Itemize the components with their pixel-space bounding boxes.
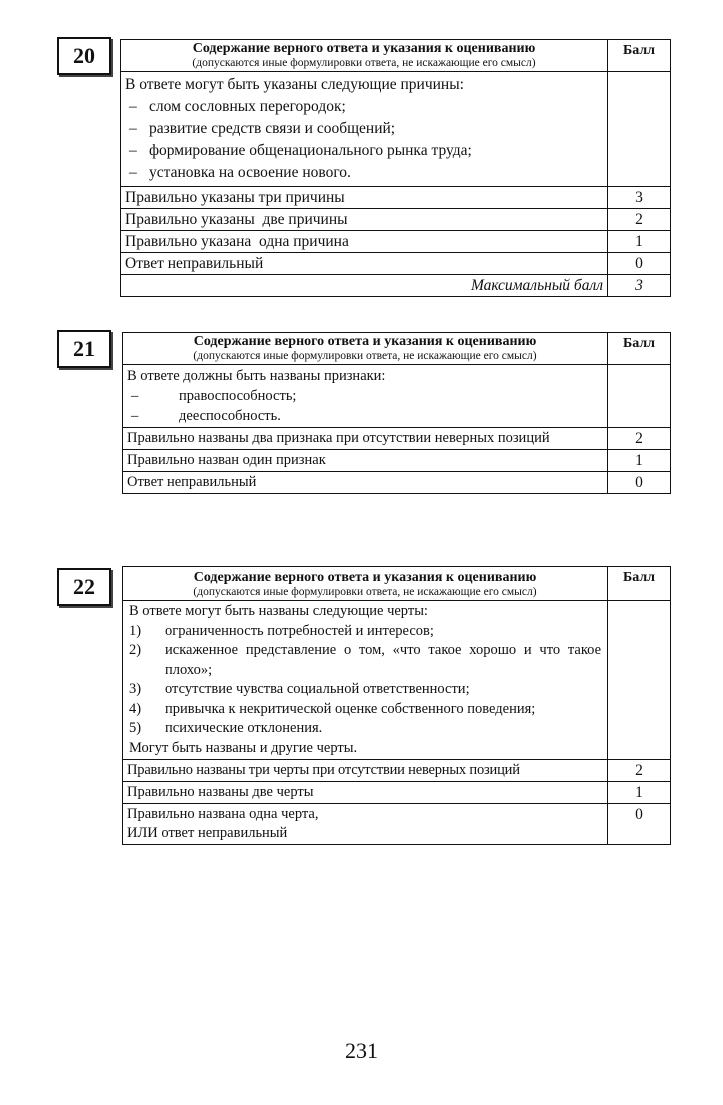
list-item <box>129 680 601 700</box>
question-number-22 <box>57 568 111 606</box>
score-header: Балл <box>608 333 671 365</box>
criterion-text: Правильно названы два признака при отсутствии неверных позиций <box>123 428 608 450</box>
question-number-20-label: 20 <box>73 43 95 68</box>
criterion-text: Правильно назван один признак <box>123 450 608 472</box>
criterion-score: 1 <box>608 782 671 804</box>
answer-content-row <box>123 601 671 760</box>
list-item-number: 1) <box>129 622 142 639</box>
answer-outro: Могут быть названы и другие черты. <box>129 739 358 756</box>
question-number-21-label: 21 <box>73 336 95 361</box>
table-header <box>121 40 671 72</box>
table-row <box>123 428 671 450</box>
table-row <box>123 450 671 472</box>
criterion-score: 2 <box>608 428 671 450</box>
list-item <box>129 641 601 680</box>
max-score-label: Максимальный балл <box>121 275 608 297</box>
criterion-score: 3 <box>608 187 671 209</box>
criterion-text: Ответ неправильный <box>123 472 608 494</box>
criteria-table-21 <box>122 332 671 494</box>
list-item: – дееспособность. <box>127 406 603 426</box>
list-item <box>129 622 601 642</box>
table-row <box>123 472 671 494</box>
criterion-score: 0 <box>608 253 671 275</box>
list-item-number: 2) <box>129 642 142 658</box>
list-item-number: 3) <box>129 681 142 697</box>
criterion-text: Правильно названа одна черта, <box>127 806 319 822</box>
list-item <box>129 719 601 739</box>
criterion-text: Правильно указана одна причина <box>121 231 608 253</box>
max-score-value: 3 <box>608 275 671 297</box>
question-number-21 <box>57 330 111 368</box>
criterion-score: 1 <box>608 231 671 253</box>
criterion-score: 0 <box>608 472 671 494</box>
answer-content-row <box>123 365 671 428</box>
list-item-number: 4) <box>129 700 142 717</box>
trait-list <box>129 622 601 739</box>
list-item-text: привычка к некритической оценке собственного поведения; <box>165 700 536 717</box>
header-subtitle: (допускаются иные формулировки ответа, не искажающие его смысл) <box>192 57 536 69</box>
empty-score-cell <box>608 365 671 428</box>
answer-content-cell <box>123 365 608 428</box>
list-item-text: ограниченность потребностей и интересов; <box>165 622 434 639</box>
criterion-text: Ответ неправильный <box>121 253 608 275</box>
answer-intro: В ответе могут быть названы следующие черты: <box>129 603 428 619</box>
criterion-score: 2 <box>608 209 671 231</box>
list-item-number: 5) <box>129 720 142 736</box>
empty-score-cell <box>608 72 671 187</box>
score-header: Балл <box>608 567 671 601</box>
list-item: – развитие средств связи и сообщений; <box>125 118 603 140</box>
empty-score-cell <box>608 601 671 760</box>
content-header-cell <box>123 333 608 365</box>
answer-content-row <box>121 72 671 187</box>
reason-list <box>125 96 603 184</box>
table-header <box>123 333 671 365</box>
criterion-text: Правильно названы две черты <box>123 782 608 804</box>
answer-intro: В ответе могут быть указаны следующие причины: <box>125 76 464 93</box>
list-item-text: искаженное представление о том, «что такое хорошо и что такое плохо»; <box>165 642 601 678</box>
list-item <box>129 700 601 720</box>
criterion-text: Правильно указаны две причины <box>121 209 608 231</box>
feature-list <box>127 386 603 426</box>
header-subtitle: (допускаются иные формулировки ответа, не искажающие его смысл) <box>193 350 537 362</box>
criterion-score: 2 <box>608 760 671 782</box>
criteria-table-22 <box>122 566 671 845</box>
table-row <box>123 804 671 845</box>
criterion-text-cell <box>123 804 608 845</box>
table-row <box>123 760 671 782</box>
list-item: – установка на освоение нового. <box>125 162 603 184</box>
page-number: 231 <box>345 1038 378 1063</box>
list-item: – правоспособность; <box>127 386 603 406</box>
max-score-row <box>121 275 671 297</box>
list-item: – формирование общенационального рынка труда; <box>125 140 603 162</box>
content-header-cell <box>123 567 608 601</box>
criterion-text-alt: ИЛИ ответ неправильный <box>127 825 288 841</box>
header-title: Содержание верного ответа и указания к оцениванию <box>192 41 536 56</box>
criterion-score: 0 <box>608 804 671 845</box>
table-row <box>121 187 671 209</box>
criteria-table-20 <box>120 39 671 297</box>
header-title: Содержание верного ответа и указания к оцениванию <box>193 334 537 349</box>
criterion-text: Правильно названы три черты при отсутствии неверных позиций <box>123 760 608 782</box>
score-header: Балл <box>608 40 671 72</box>
list-item-text: отсутствие чувства социальной ответственности; <box>165 681 470 697</box>
answer-intro: В ответе должны быть названы признаки: <box>127 368 386 384</box>
table-row <box>123 782 671 804</box>
header-title: Содержание верного ответа и указания к оцениванию <box>193 570 537 585</box>
question-number-20 <box>57 37 111 75</box>
table-row <box>121 231 671 253</box>
answer-content-cell <box>123 601 608 760</box>
content-header-cell <box>121 40 608 72</box>
answer-content-cell <box>121 72 608 187</box>
question-number-22-label: 22 <box>73 574 95 599</box>
table-row <box>121 253 671 275</box>
list-item: – слом сословных перегородок; <box>125 96 603 118</box>
criterion-text: Правильно указаны три причины <box>121 187 608 209</box>
table-row <box>121 209 671 231</box>
table-header <box>123 567 671 601</box>
criterion-score: 1 <box>608 450 671 472</box>
header-subtitle: (допускаются иные формулировки ответа, не искажающие его смысл) <box>193 586 537 598</box>
list-item-text: психические отклонения. <box>165 720 323 736</box>
